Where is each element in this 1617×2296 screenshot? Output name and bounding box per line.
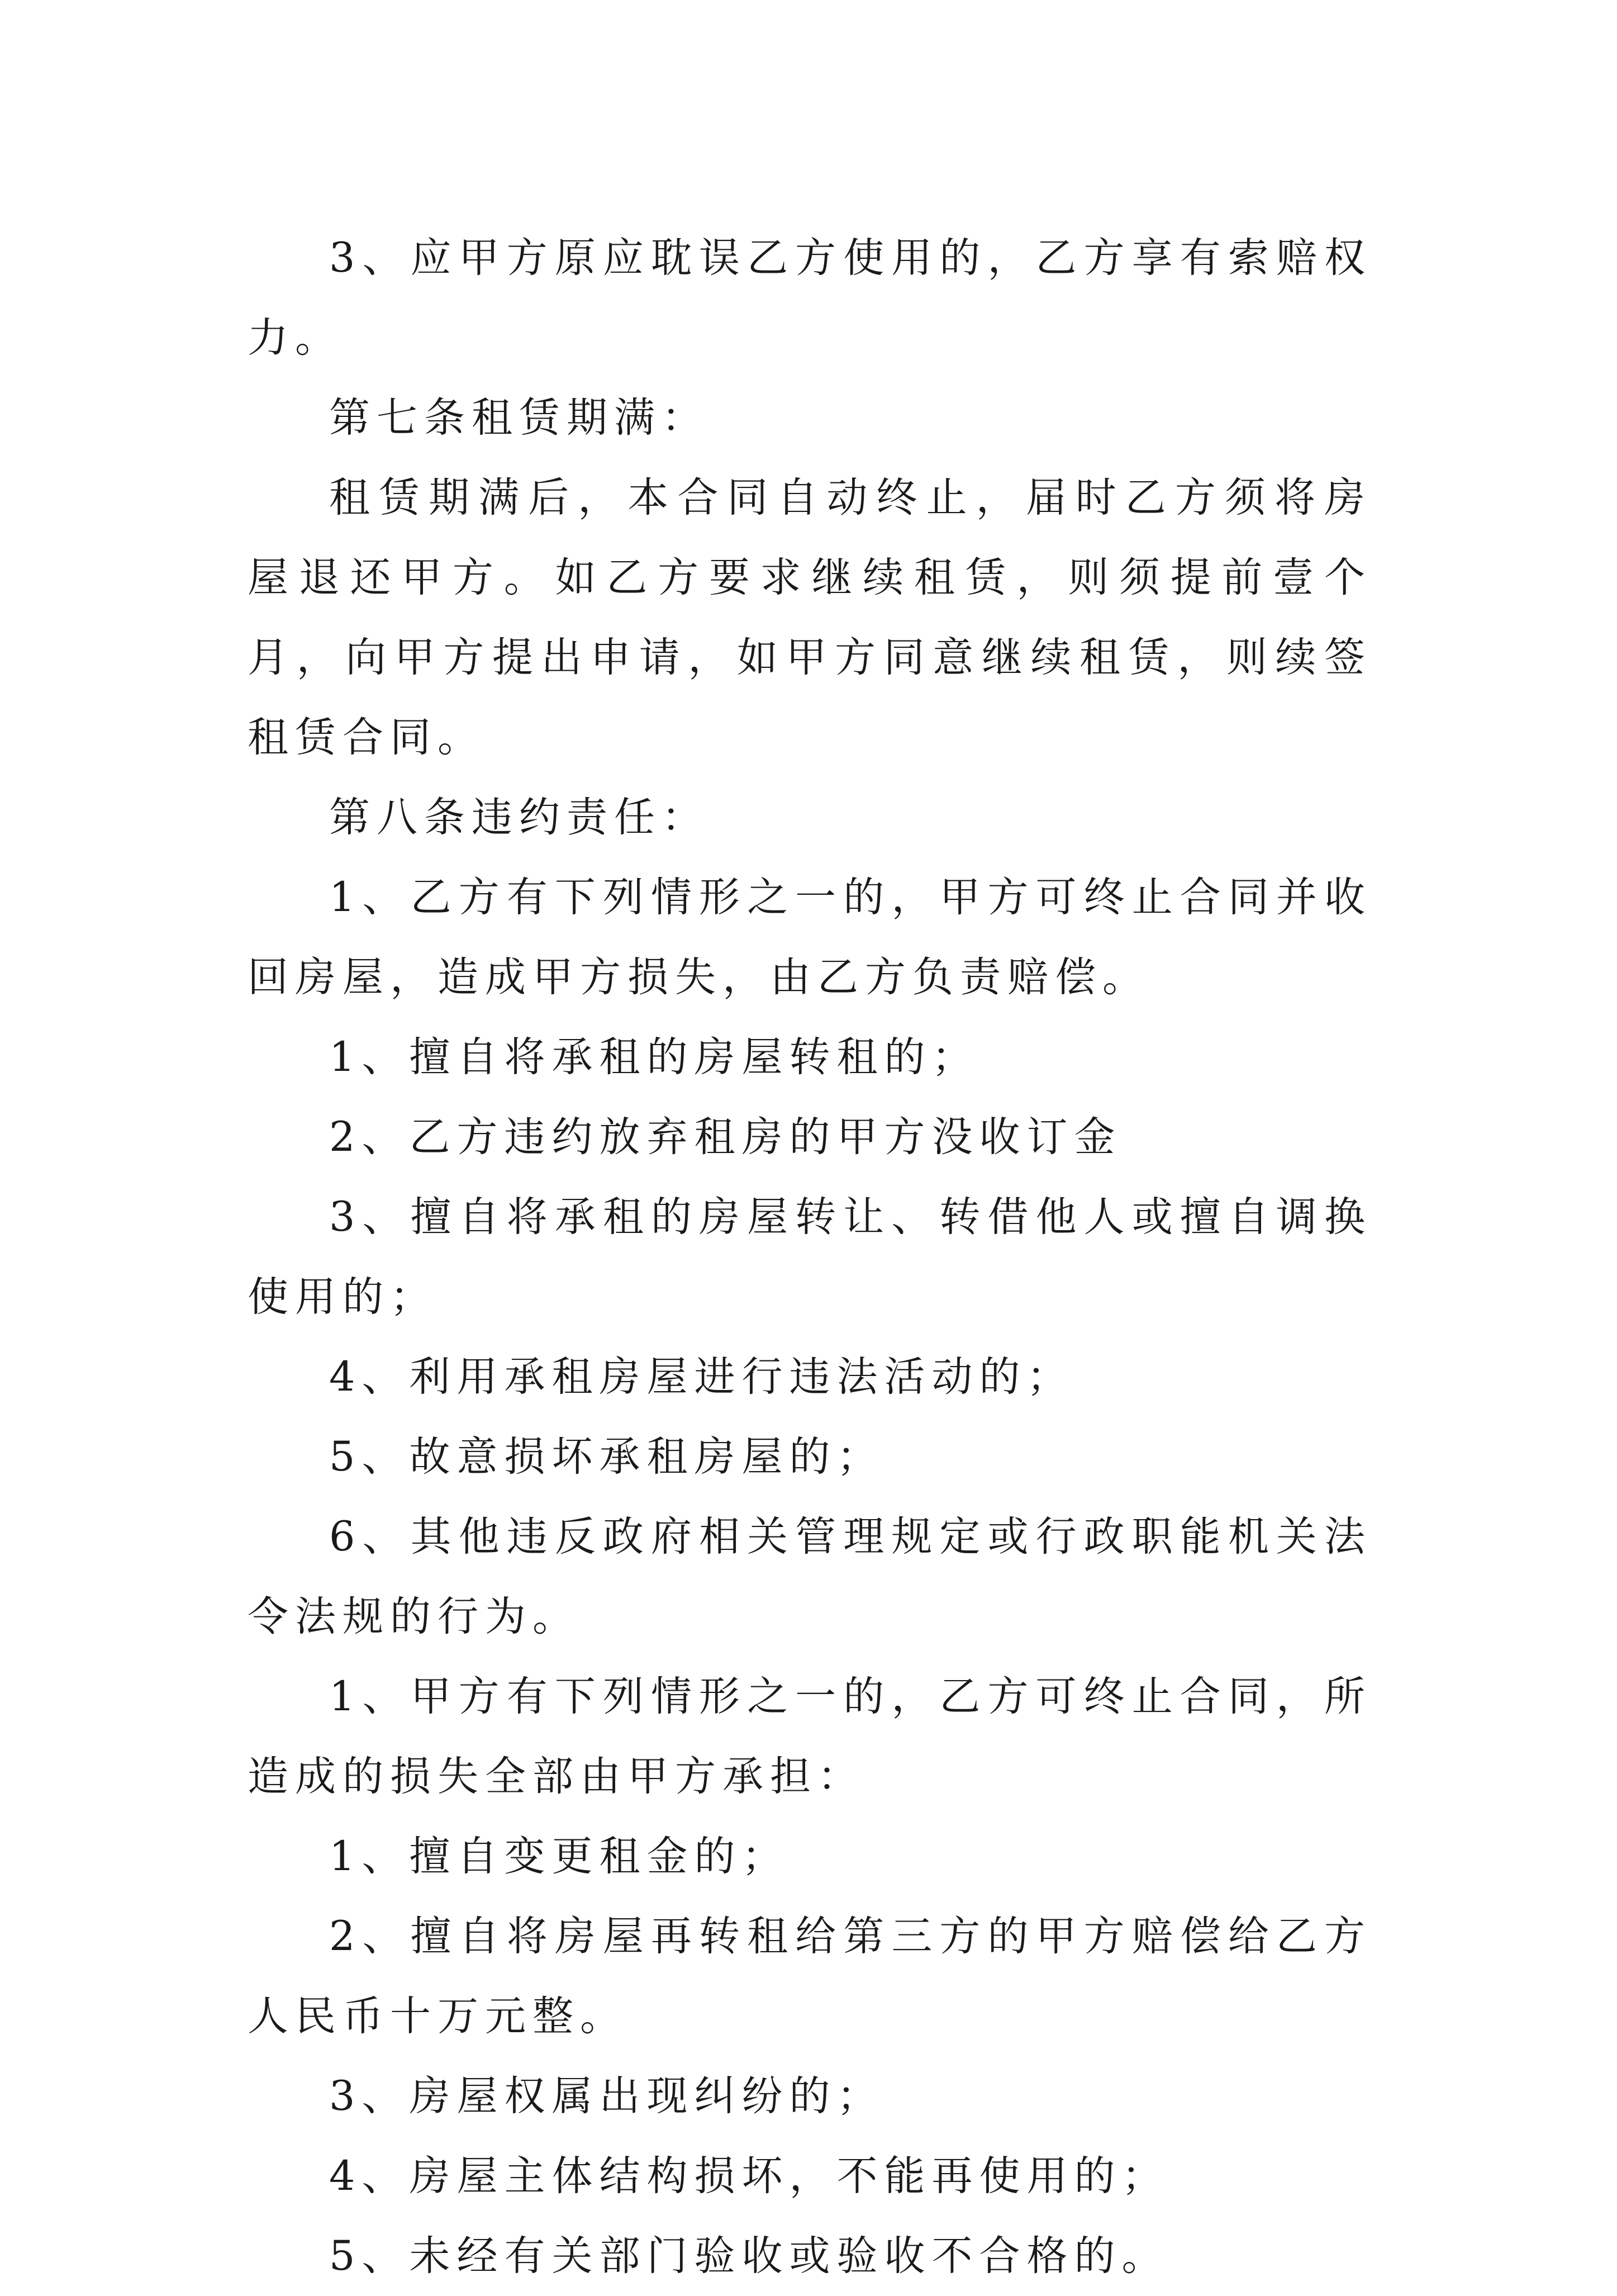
list-item-ownership-dispute: 3、房屋权属出现纠纷的；: [329, 2072, 884, 2120]
paragraph-landlord-breach-intro: 1、甲方有下列情形之一的，乙方可终止合同，所造成的损失全部由甲方承担：: [248, 1673, 1372, 1800]
list-item-sublet: 1、擅自将承租的房屋转租的；: [329, 1033, 979, 1081]
list-item-structural-damage: 4、房屋主体结构损坏，不能再使用的；: [329, 2152, 1169, 2200]
list-item-resublet-penalty: 2、擅自将房屋再转租给第三方的甲方赔偿给乙方人民币十万元整。: [248, 1913, 1372, 2040]
paragraph-tenant-breach-intro: 1、乙方有下列情形之一的，甲方可终止合同并收回房屋，造成甲方损失，由乙方负责赔偿。: [248, 874, 1372, 1001]
list-item-deposit-forfeit: 2、乙方违约放弃租房的甲方没收订金: [329, 1113, 1122, 1161]
list-item-intentional-damage: 5、故意损坏承租房屋的；: [329, 1433, 884, 1481]
list-item-rent-change: 1、擅自变更租金的；: [329, 1833, 790, 1880]
list-item-illegal-activity: 4、利用承租房屋进行违法活动的；: [329, 1353, 1074, 1401]
list-item-other-violations: 6、其他违反政府相关管理规定或行政职能机关法令法规的行为。: [248, 1513, 1372, 1640]
list-item-inspection-failure: 5、未经有关部门验收或验收不合格的。: [329, 2232, 1169, 2280]
heading-article-7-lease-expiry: 第七条租赁期满：: [329, 394, 709, 442]
heading-article-8-liability: 第八条违约责任：: [329, 794, 709, 841]
document-body: [248, 218, 1372, 2296]
paragraph-clause-compensation-right: 3、应甲方原应耽误乙方使用的，乙方享有索赔权力。: [248, 234, 1372, 362]
list-item-transfer-lend: 3、擅自将承租的房屋转让、转借他人或擅自调换使用的；: [248, 1193, 1372, 1321]
paragraph-lease-expiry-terms: 租赁期满后，本合同自动终止，届时乙方须将房屋退还甲方。如乙方要求继续租赁，则须提前壹个月，向甲方提出申请，如甲方同意继续租赁，则续签租赁合同。: [248, 474, 1372, 761]
